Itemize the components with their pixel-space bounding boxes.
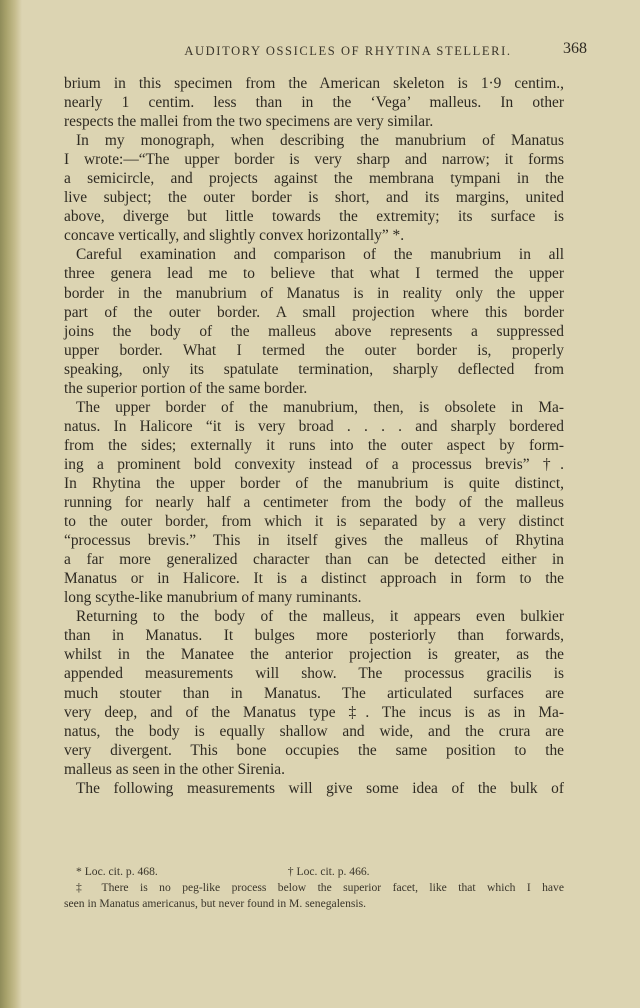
text-line: The upper border of the manubrium, then, is obsolete in Ma-	[76, 398, 564, 416]
text-line: from the sides; externally it runs into the outer aspect by form-	[64, 436, 564, 454]
footnote-line: ‡ There is no peg-like process below the superior facet, like that which I have	[76, 880, 564, 894]
footnote-line: seen in Manatus americanus, but never found in M. senegalensis.	[64, 896, 367, 910]
running-head: AUDITORY OSSICLES OF RHYTINA STELLERI.	[184, 44, 512, 58]
text-line: appended measurements will show. The processus gracilis is	[64, 665, 564, 683]
text-line: In Rhytina the upper border of the manubrium is quite distinct,	[64, 474, 564, 492]
text-line: brium in this specimen from the American skeleton is 1·9 centim.,	[64, 75, 564, 92]
text-line: concave vertically, and slightly convex horizontally” *.	[64, 227, 405, 245]
page-number: 368	[563, 40, 587, 57]
text-line: long scythe-like manubrium of many ruminants.	[64, 589, 362, 607]
text-line: I wrote:—“The upper border is very sharp and narrow; it forms	[64, 151, 564, 169]
footnotes	[64, 864, 564, 911]
text-line: running for nearly half a centimeter from the body of the malleus	[64, 494, 564, 512]
text-line: speaking, only its spatulate termination, sharply deflected from	[64, 360, 564, 378]
text-line: natus. In Halicore “it is very broad . . . . and sharply bordered	[64, 417, 564, 435]
paragraph	[64, 779, 564, 798]
main-text	[64, 74, 564, 798]
text-line: live subject; the outer border is short, and its margins, united	[64, 189, 564, 207]
paragraph	[64, 607, 564, 778]
text-line: than in Manatus. It bulges more posteriorly than forwards,	[64, 627, 564, 645]
text-line: above, diverge but little towards the extremity; its surface is	[64, 208, 564, 226]
paragraph	[64, 131, 564, 245]
text-line: malleus as seen in the other Sirenia.	[64, 760, 285, 778]
text-line: natus, the body is equally shallow and wide, and the crura are	[64, 722, 564, 740]
footnote-row	[64, 864, 564, 880]
text-line: In my monograph, when describing the manubrium of Manatus	[76, 132, 564, 150]
text-line: ing a prominent bold convexity instead of a processus brevis” †.	[64, 455, 564, 473]
paragraph	[64, 245, 564, 397]
text-line: nearly 1 centim. less than in the ‘Vega’ malleus. In other	[64, 94, 564, 112]
text-line: whilst in the Manatee the anterior projection is greater, as the	[64, 646, 564, 664]
book-spine-shadow	[0, 0, 22, 1008]
paragraph	[64, 398, 564, 608]
text-line: the superior portion of the same border.	[64, 379, 308, 397]
text-line: Manatus or in Halicore. It is a distinct approach in form to the	[64, 570, 564, 588]
text-line: a semicircle, and projects against the membrana tympani in the	[64, 170, 564, 188]
text-line: Returning to the body of the malleus, it appears even bulkier	[76, 608, 564, 626]
text-line: The following measurements will give some idea of the bulk of	[76, 779, 564, 797]
text-line: joins the body of the malleus above represents a suppressed	[64, 322, 564, 340]
text-line: very deep, and of the Manatus type ‡. The incus is as in Ma-	[64, 703, 564, 721]
text-line: upper border. What I termed the outer border is, properly	[64, 341, 564, 359]
text-line: Careful examination and comparison of the manubrium in all	[76, 246, 564, 264]
text-line: very divergent. This bone occupies the same position to the	[64, 741, 564, 759]
text-line: border in the manubrium of Manatus is in reality only the upper	[64, 284, 564, 302]
text-line: “processus brevis.” This in itself gives the malleus of Rhytina	[64, 532, 564, 550]
text-line: a far more generalized character than can be detected either in	[64, 551, 564, 569]
footnote: † Loc. cit. p. 466.	[287, 865, 370, 878]
text-line: part of the outer border. A small projection where this border	[64, 303, 564, 321]
footnote: * Loc. cit. p. 468.	[76, 865, 158, 878]
text-line: to the outer border, from which it is separated by a very distinct	[64, 513, 564, 531]
text-line: three genera lead me to believe that what I termed the upper	[64, 265, 564, 283]
text-line: much stouter than in Manatus. The articulated surfaces are	[64, 684, 564, 702]
text-line: respects the mallei from the two specimens are very similar.	[64, 113, 434, 131]
paragraph	[64, 74, 564, 131]
